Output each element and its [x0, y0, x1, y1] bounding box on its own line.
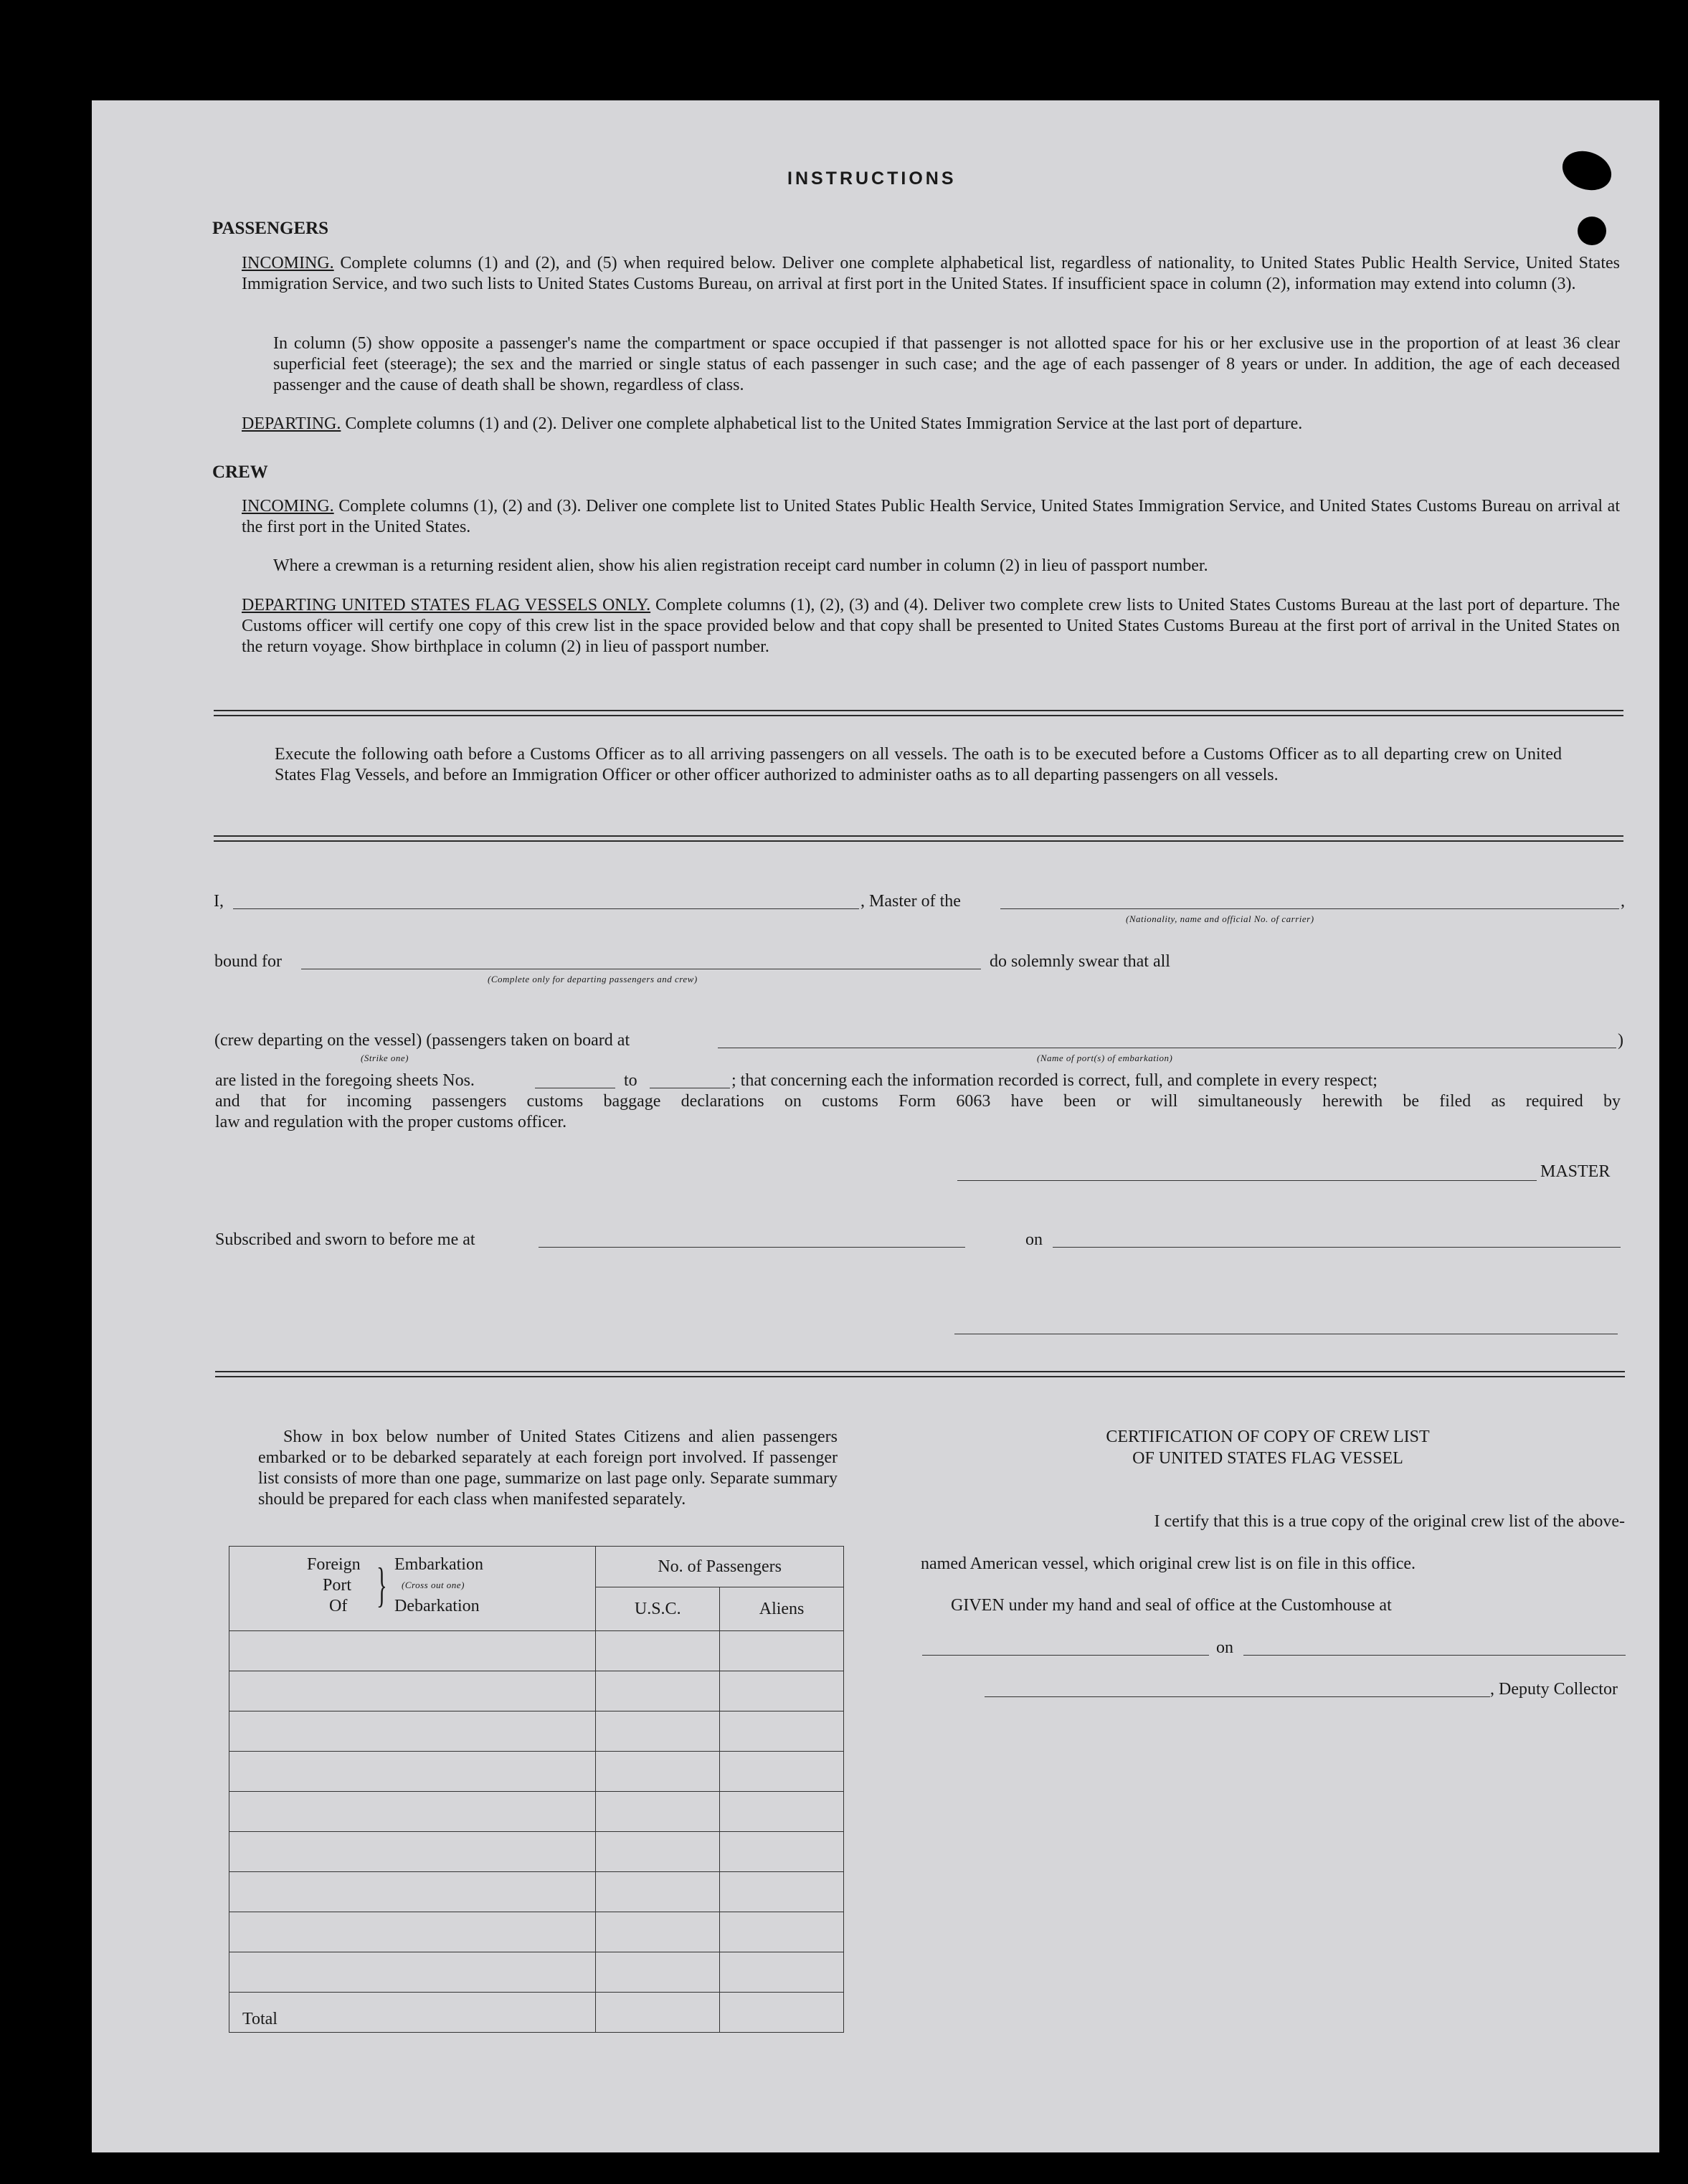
- master-name-field[interactable]: [233, 908, 859, 909]
- crew-heading: CREW: [212, 462, 268, 482]
- port-cell[interactable]: [229, 1671, 596, 1711]
- master-of-label: , Master of the: [860, 892, 961, 911]
- certification-line-3: GIVEN under my hand and seal of office at the Customhouse at: [951, 1596, 1392, 1615]
- usc-cell[interactable]: [596, 1832, 720, 1872]
- embarkation-label: Embarkation: [394, 1555, 483, 1574]
- usc-cell[interactable]: [596, 1671, 720, 1711]
- aliens-cell[interactable]: [720, 1752, 844, 1792]
- port-cell[interactable]: [229, 1832, 596, 1872]
- aliens-cell[interactable]: [720, 1792, 844, 1832]
- port-cell[interactable]: [229, 1752, 596, 1792]
- passengers-departing-label: DEPARTING.: [242, 414, 341, 433]
- usc-cell[interactable]: [596, 1792, 720, 1832]
- total-label: Total: [242, 2010, 278, 2028]
- port-cell[interactable]: [229, 1792, 596, 1832]
- crew-passengers-choice: (crew departing on the vessel) (passengers taken on board at: [214, 1031, 630, 1050]
- oath-comma: ,: [1621, 892, 1625, 911]
- summary-instructions: Show in box below number of United States Citizens and alien passengers embarked or to be debarked separately at each foreign port involved. If passenger list consists of more than one page, summarize on last page only. Separate summary should be prepared for each class when manifested separately.: [258, 1428, 838, 1509]
- aliens-cell[interactable]: [720, 1912, 844, 1952]
- usc-cell[interactable]: [596, 1752, 720, 1792]
- aliens-cell[interactable]: [720, 1872, 844, 1912]
- port-label: Port: [323, 1576, 352, 1595]
- port-cell[interactable]: [229, 1952, 596, 1993]
- debarkation-label: Debarkation: [394, 1597, 480, 1615]
- total-row-label: [229, 1993, 596, 2033]
- passengers-departing-paragraph: [242, 414, 1620, 435]
- passengers-incoming-label: INCOMING.: [242, 254, 334, 272]
- form-page: [92, 100, 1659, 2152]
- crew-departing-paragraph: [242, 595, 1620, 657]
- port-cell[interactable]: [229, 1631, 596, 1671]
- certification-on-label: on: [1216, 1638, 1233, 1657]
- close-paren: ): [1618, 1031, 1623, 1050]
- aliens-cell[interactable]: [720, 1711, 844, 1752]
- deputy-signature-field[interactable]: [985, 1696, 1490, 1697]
- section-divider: [215, 1371, 1625, 1377]
- usc-cell[interactable]: [596, 1952, 720, 1993]
- sheets-label: are listed in the foregoing sheets Nos.: [215, 1071, 475, 1090]
- passengers-heading: PASSENGERS: [212, 219, 329, 238]
- usc-cell[interactable]: [596, 1631, 720, 1671]
- oath-line-2: and that for incoming passengers customs baggage declarations on customs Form 6063 have been or will simultaneously herewith be filed as required by: [215, 1092, 1621, 1111]
- crew-resident-paragraph: Where a crewman is a returning resident alien, show his alien registration receipt card number in column (2) in lieu of passport number.: [273, 556, 1208, 575]
- port-cell[interactable]: [229, 1711, 596, 1752]
- passengers-incoming-text: Complete columns (1) and (2), and (5) when required below. Deliver one complete alphabetical list, regardless of nationality, to United States Public Health Service, United States Immigration Service, and two such lists to United States Customs Bureau, on arrival at first port in the United States. If insufficient space in column (2), information may extend into column (3).: [242, 254, 1620, 293]
- aliens-header: Aliens: [720, 1587, 844, 1631]
- brace-icon: }: [376, 1557, 387, 1612]
- certification-line-2: named American vessel, which original crew list is on file in this office.: [921, 1554, 1416, 1573]
- port-cell[interactable]: [229, 1872, 596, 1912]
- strike-one-note: (Strike one): [361, 1053, 409, 1063]
- usc-total-cell[interactable]: [596, 1993, 720, 2033]
- aliens-total-cell[interactable]: [720, 1993, 844, 2033]
- crew-incoming-paragraph: [242, 496, 1620, 538]
- passengers-departing-text: Complete columns (1) and (2). Deliver one complete alphabetical list to the United States Immigration Service at the last port of departure.: [345, 414, 1303, 433]
- oath-i-label: I,: [214, 892, 224, 911]
- usc-header: U.S.C.: [596, 1587, 720, 1631]
- swear-text: do solemnly swear that all: [990, 952, 1170, 971]
- crew-departing-label: DEPARTING UNITED STATES FLAG VESSELS ONLY.: [242, 596, 651, 614]
- certification-title-2: OF UNITED STATES FLAG VESSEL: [1132, 1449, 1403, 1468]
- section-divider: [214, 710, 1623, 716]
- cross-out-note: (Cross out one): [402, 1580, 465, 1590]
- carrier-note: (Nationality, name and official No. of carrier): [1126, 913, 1314, 924]
- passenger-summary-table: [229, 1546, 844, 2033]
- master-label: MASTER: [1540, 1162, 1611, 1181]
- sheets-to-label: to: [624, 1071, 637, 1090]
- aliens-cell[interactable]: [720, 1832, 844, 1872]
- aliens-cell[interactable]: [720, 1631, 844, 1671]
- bound-for-label: bound for: [214, 952, 282, 971]
- section-divider: [214, 835, 1623, 842]
- of-label: Of: [329, 1597, 348, 1615]
- certification-line-1: I certify that this is a true copy of the original crew list of the above-: [1154, 1512, 1625, 1531]
- oath-intro: Execute the following oath before a Customs Officer as to all arriving passengers on all vessels. The oath is to be executed before a Customs Officer as to all departing crew on United States Flag Vessels, and before an Immigration Officer or other officer authorized to administer oaths as to all departing passengers on all vessels.: [275, 745, 1562, 784]
- passengers-incoming-paragraph: [242, 253, 1620, 295]
- sworn-on-label: on: [1025, 1230, 1043, 1249]
- crew-incoming-label: INCOMING.: [242, 497, 334, 516]
- foreign-label: Foreign: [307, 1555, 361, 1574]
- carrier-field[interactable]: [1000, 908, 1619, 909]
- sworn-place-field[interactable]: [539, 1247, 965, 1248]
- ink-blot: [1578, 217, 1606, 245]
- usc-cell[interactable]: [596, 1711, 720, 1752]
- oath-listed-text: ; that concerning each the information recorded is correct, full, and complete in every respect;: [731, 1071, 1378, 1090]
- usc-cell[interactable]: [596, 1872, 720, 1912]
- crew-incoming-text: Complete columns (1), (2) and (3). Deliver one complete list to United States Public Health Service, United States Immigration Service, and United States Customs Bureau on arrival at the first port in the United States.: [242, 497, 1620, 536]
- aliens-cell[interactable]: [720, 1671, 844, 1711]
- oath-line-3: law and regulation with the proper customs officer.: [215, 1113, 567, 1131]
- port-cell[interactable]: [229, 1912, 596, 1952]
- subscribed-label: Subscribed and sworn to before me at: [215, 1230, 475, 1249]
- passengers-column5-paragraph: In column (5) show opposite a passenger's name the compartment or space occupied if that passenger is not allotted space for his or her exclusive use in the proportion of at least 36 clear superficial feet (steerage); the sex and the married or single status of each passenger in such case; and the age of each passenger of 8 years or under. In addition, the age of each deceased passenger and the cause of death shall be shown, regardless of class.: [273, 334, 1620, 394]
- crew-departing-text: Complete columns (1), (2), (3) and (4). Deliver two complete crew lists to United States Customs Bureau at the last port of departure. The Customs officer will certify one copy of this crew list in the space provided below and that copy shall be presented to United States Customs Bureau at the first port of arrival in the United States on the return voyage. Show birthplace in column (2) in lieu of passport number.: [242, 596, 1620, 656]
- customhouse-field[interactable]: [922, 1655, 1209, 1656]
- no-passengers-header: No. of Passengers: [596, 1547, 844, 1587]
- aliens-cell[interactable]: [720, 1952, 844, 1993]
- usc-cell[interactable]: [596, 1912, 720, 1952]
- master-signature-field[interactable]: [957, 1180, 1537, 1181]
- port-header-cell: [229, 1547, 596, 1631]
- page-title: INSTRUCTIONS: [787, 168, 957, 189]
- certification-title-1: CERTIFICATION OF COPY OF CREW LIST: [1106, 1428, 1430, 1446]
- bound-for-note: (Complete only for departing passengers and crew): [488, 974, 698, 984]
- ports-note: (Name of port(s) of embarkation): [1037, 1053, 1173, 1063]
- deputy-collector-label: , Deputy Collector: [1490, 1680, 1618, 1699]
- sworn-date-field[interactable]: [1053, 1247, 1621, 1248]
- certification-date-field[interactable]: [1243, 1655, 1626, 1656]
